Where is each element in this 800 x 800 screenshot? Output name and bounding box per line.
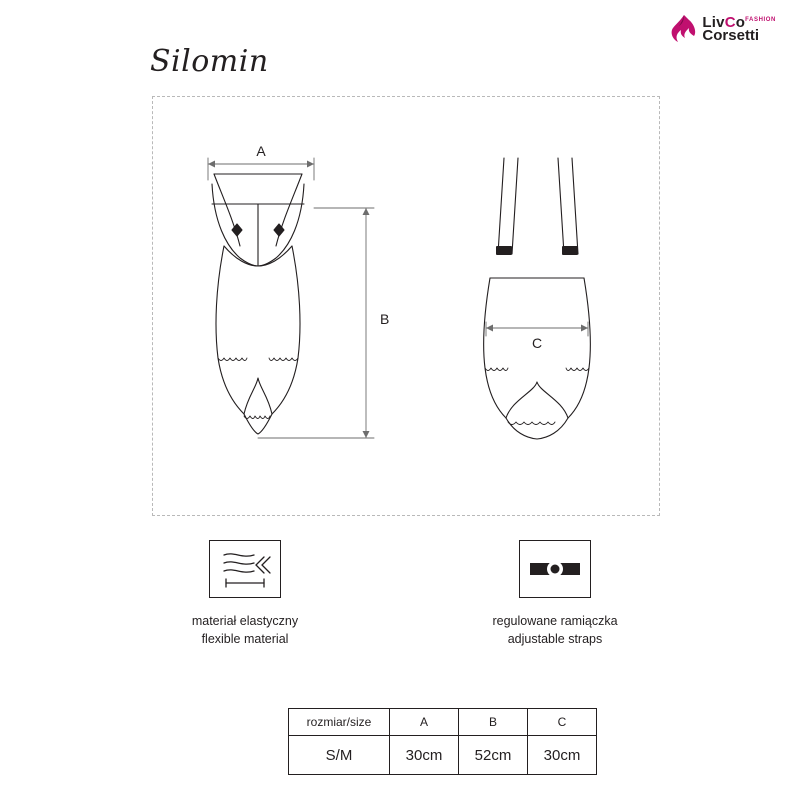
cell-a: 30cm bbox=[390, 736, 459, 775]
cell-c: 30cm bbox=[528, 736, 597, 775]
page-title: Silomin bbox=[150, 44, 269, 79]
measure-line-c bbox=[486, 322, 588, 336]
label-c: C bbox=[531, 335, 543, 351]
feature-caption-en: flexible material bbox=[201, 632, 289, 647]
garment-diagram bbox=[152, 96, 660, 516]
feature-flexible-material bbox=[145, 540, 345, 648]
stretch-wave-icon bbox=[209, 540, 281, 598]
measure-line-b bbox=[258, 208, 374, 438]
header-c: C bbox=[528, 709, 597, 736]
front-lace-trim bbox=[218, 358, 298, 419]
brand-logo bbox=[670, 14, 776, 44]
feature-adjustable-straps bbox=[455, 540, 655, 648]
feature-caption-pl: materiał elastyczny bbox=[191, 614, 299, 628]
label-a: A bbox=[256, 143, 266, 159]
header-b: B bbox=[459, 709, 528, 736]
cell-b: 52cm bbox=[459, 736, 528, 775]
cell-size: S/M bbox=[289, 736, 390, 775]
feature-caption-straps bbox=[455, 612, 655, 648]
feature-caption-en: adjustable straps bbox=[507, 632, 603, 647]
bodysuit-back-view bbox=[484, 158, 591, 439]
brand-name-prefix: Liv bbox=[702, 14, 725, 31]
brand-name-suffix: o bbox=[735, 14, 746, 31]
header-a: A bbox=[390, 709, 459, 736]
table-header-row bbox=[289, 709, 597, 736]
feature-caption-flexible bbox=[145, 612, 345, 648]
table-row bbox=[289, 736, 597, 775]
label-b: B bbox=[380, 311, 390, 327]
brand-name-line2: Corsetti bbox=[702, 27, 760, 44]
back-lace-trim bbox=[485, 368, 589, 425]
feature-caption-pl: regulowane ramiączka bbox=[492, 614, 618, 628]
measure-line-a bbox=[208, 158, 314, 180]
brand-superscript: FASHION bbox=[745, 17, 776, 23]
adjustable-strap-icon bbox=[519, 540, 591, 598]
flame-logo-icon bbox=[670, 14, 698, 44]
size-table bbox=[288, 708, 597, 775]
feature-list bbox=[0, 540, 800, 648]
header-size: rozmiar/size bbox=[289, 709, 390, 736]
bodysuit-front-view bbox=[212, 174, 304, 434]
brand-name-accent: C bbox=[724, 14, 736, 31]
brand-logo-text bbox=[702, 15, 776, 43]
